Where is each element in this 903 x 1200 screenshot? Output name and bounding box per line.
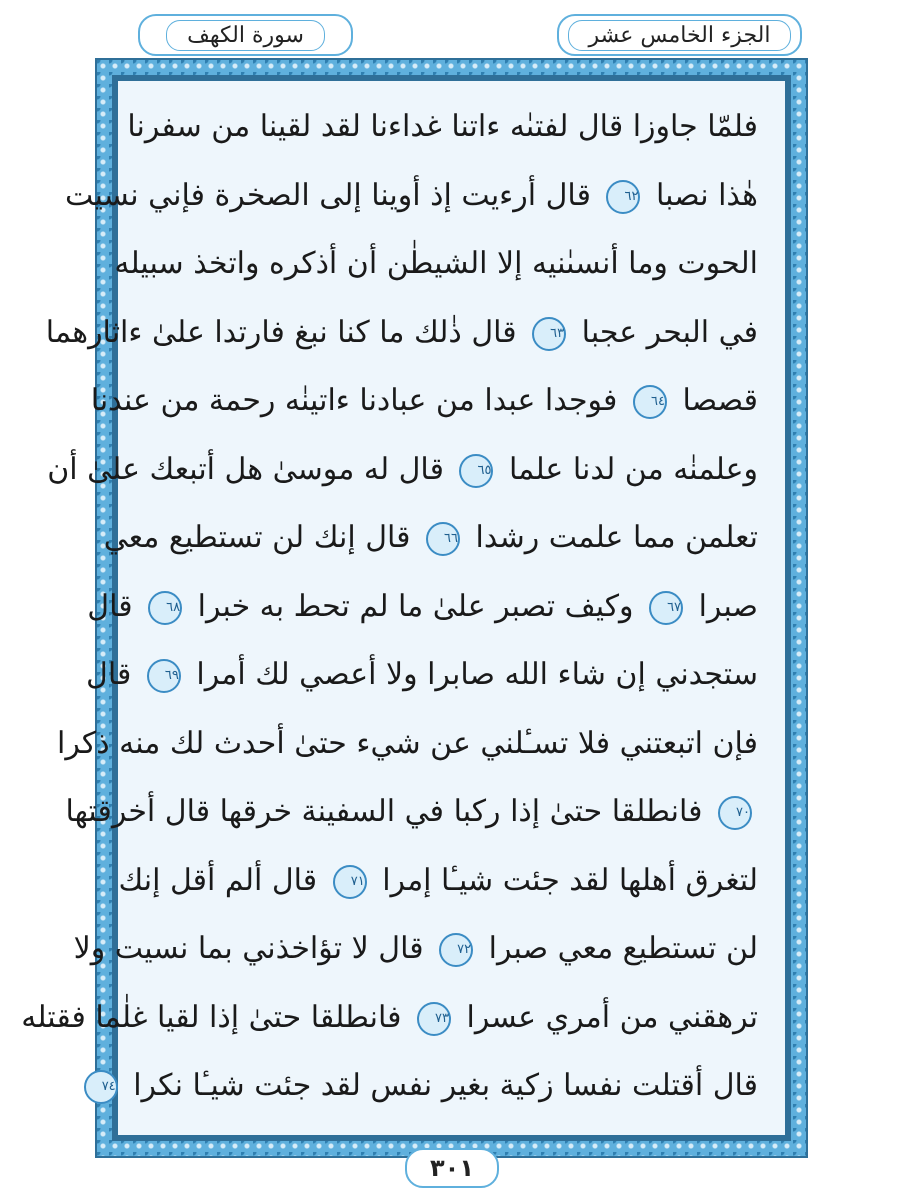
verse-line: ستجدني إن شاء الله صابرا ولا أعصي لك أمرا ٦٩ قال bbox=[86, 657, 758, 692]
verse-line: فلمّا جاوزا قال لفتىٰه ءاتنا غداءنا لقد لقينا من سفرنا bbox=[127, 109, 758, 144]
ayah-number-marker: ٧٤ bbox=[84, 1070, 118, 1104]
ayah-number-marker: ٦٥ bbox=[459, 454, 493, 488]
verse-line: قصصا ٦٤ فوجدا عبدا من عبادنا ءاتينٰه رحمة من عندنا bbox=[90, 383, 758, 418]
surah-header bbox=[138, 14, 353, 56]
ayah-number-marker: ٦٤ bbox=[633, 385, 667, 419]
verse-line: ٧٠ فانطلقا حتىٰ إذا ركبا في السفينة خرقها قال أخرقتها bbox=[65, 794, 750, 829]
ayah-number-marker: ٦٢ bbox=[606, 180, 640, 214]
verse-line: تعلمن مما علمت رشدا ٦٦ قال إنك لن تستطيع معي bbox=[103, 520, 758, 555]
ayah-number-marker: ٦٧ bbox=[649, 591, 683, 625]
verse-line: الحوت وما أنسىٰنيه إلا الشيطٰن أن أذكره واتخذ سبيله bbox=[114, 246, 758, 281]
verse-line: لتغرق أهلها لقد جئت شيـٔا إمرا ٧١ قال ألم أقل إنك bbox=[118, 862, 758, 898]
juz-label: الجزء الخامس عشر bbox=[568, 20, 792, 51]
ayah-number-marker: ٧١ bbox=[333, 865, 367, 899]
page-number: ٣٠١ bbox=[405, 1148, 499, 1188]
verse-line: ترهقني من أمري عسرا ٧٣ فانطلقا حتىٰ إذا لقيا غلٰما فقتله bbox=[21, 999, 758, 1035]
verse-line: وعلمنٰه من لدنا علما ٦٥ قال له موسىٰ هل أتبعك علىٰ أن bbox=[47, 451, 758, 487]
verse-line: فإن اتبعتني فلا تسـٔلني عن شيء حتىٰ أحدث لك منه ذكرا bbox=[57, 725, 758, 761]
ayah-number-marker: ٦٦ bbox=[426, 522, 460, 556]
ayah-number-marker: ٦٣ bbox=[532, 317, 566, 351]
ayah-number-marker: ٦٩ bbox=[147, 659, 181, 693]
verse-line: صبرا ٦٧ وكيف تصبر علىٰ ما لم تحط به خبرا ٦٨ قال bbox=[87, 588, 758, 624]
ayah-number-marker: ٦٨ bbox=[148, 591, 182, 625]
ayah-number-marker: ٧٠ bbox=[718, 796, 752, 830]
verse-line: قال أقتلت نفسا زكية بغير نفس لقد جئت شيـٔا نكرا ٧٤ bbox=[145, 1056, 758, 1116]
ayah-number-marker: ٧٣ bbox=[417, 1002, 451, 1036]
juz-header bbox=[557, 14, 802, 56]
ayah-number-marker: ٧٢ bbox=[439, 933, 473, 967]
verse-line: هٰذا نصبا ٦٢ قال أرءيت إذ أوينا إلى الصخرة فإني نسيت bbox=[65, 177, 758, 213]
surah-label: سورة الكهف bbox=[166, 20, 325, 51]
verse-line: لن تستطيع معي صبرا ٧٢ قال لا تؤاخذني بما نسيت ولا bbox=[73, 931, 758, 966]
verse-line: في البحر عجبا ٦٣ قال ذٰلك ما كنا نبغ فارتدا علىٰ ءاثارهما bbox=[45, 314, 758, 350]
